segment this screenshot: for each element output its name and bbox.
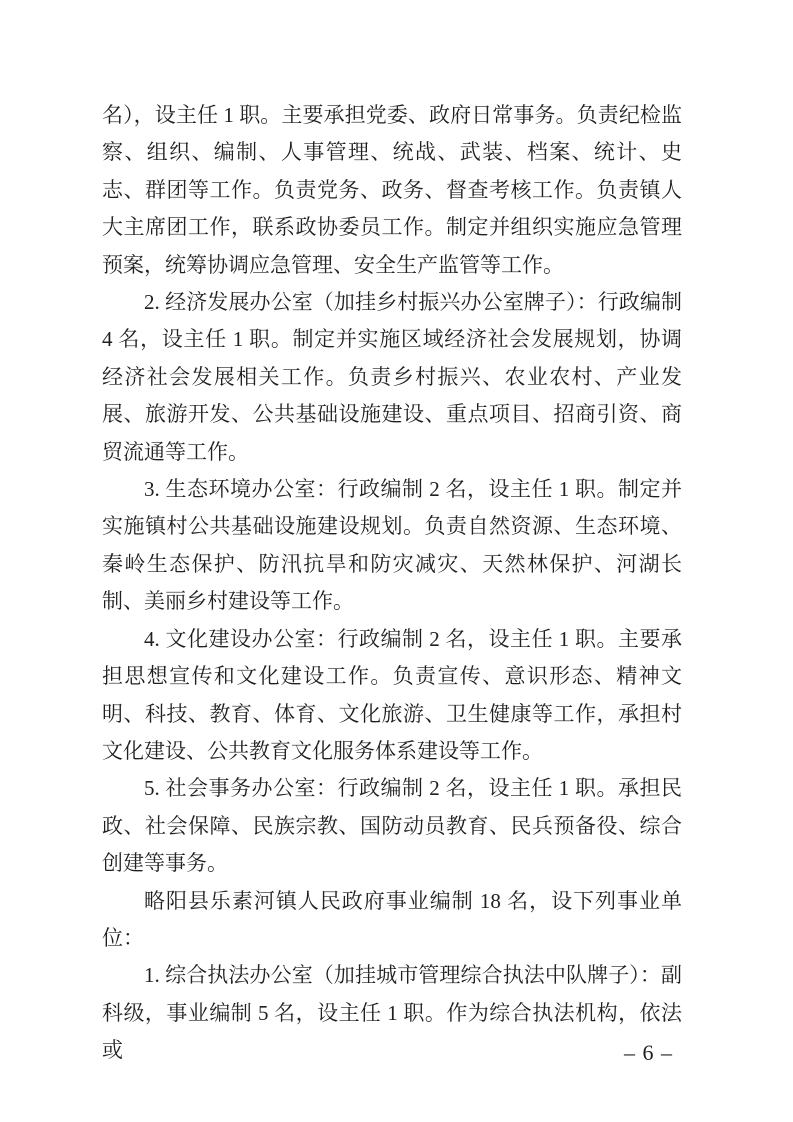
page-number: – 6 – — [624, 1040, 673, 1065]
paragraph-comprehensive-law-enforcement-office: 1. 综合执法办公室（加挂城市管理综合执法中队牌子）：副科级，事业编制 5 名，设主任 1 职。作为综合执法机构，依法或 — [102, 963, 682, 1063]
paragraph-continuation: 名），设主任 1 职。主要承担党委、政府日常事务。负责纪检监察、组织、编制、人事管理、统战、武装、档案、统计、史志、群团等工作。负责党务、政务、督查考核工作。负责镇人大主席团工作，联系政协委员工作。制定并组织实施应急管理预案，统筹协调应急管理、安全生产监管等工作。 — [102, 103, 682, 277]
paragraph-social-affairs-office: 5. 社会事务办公室：行政编制 2 名，设主任 1 职。承担民政、社会保障、民族宗教、国防动员教育、民兵预备役、综合创建等事务。 — [102, 776, 682, 876]
paragraph-cultural-construction-office: 4. 文化建设办公室：行政编制 2 名，设主任 1 职。主要承担思想宣传和文化建设工作。负责宣传、意识形态、精神文明、科技、教育、体育、文化旅游、卫生健康等工作，承担村文化建设、公共教育文化服务体系建设等工作。 — [102, 626, 682, 763]
paragraph-institution-staffing-intro: 略阳县乐素河镇人民政府事业编制 18 名，设下列事业单位： — [102, 888, 682, 950]
document-text-block — [102, 97, 682, 1070]
paragraph-ecological-environment-office: 3. 生态环境办公室：行政编制 2 名，设主任 1 职。制定并实施镇村公共基础设施建设规划。负责自然资源、生态环境、秦岭生态保护、防汛抗旱和防灾减灾、天然林保护、河湖长制、美丽乡村建设等工作。 — [102, 477, 682, 614]
paragraph-economic-development-office: 2. 经济发展办公室（加挂乡村振兴办公室牌子）：行政编制 4 名，设主任 1 职。制定并实施区域经济社会发展规划，协调经济社会发展相关工作。负责乡村振兴、农业农村、产业发展、旅游开发、公共基础设施建设、重点项目、招商引资、商贸流通等工作。 — [102, 290, 682, 464]
